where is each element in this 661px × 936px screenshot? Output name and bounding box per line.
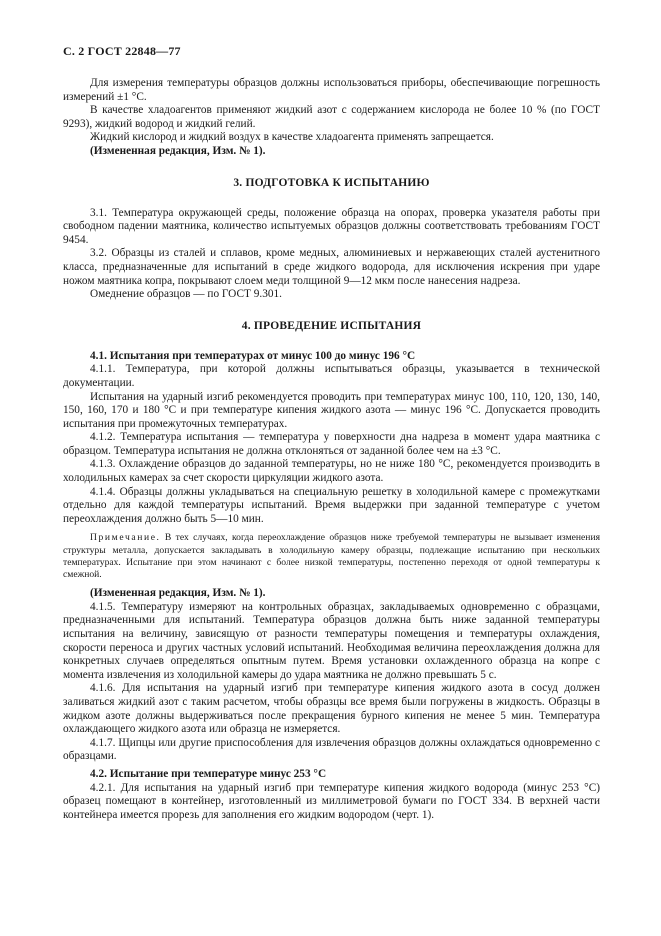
subsection-4-1-title: 4.1. Испытания при температурах от минус 100 до минус 196 °С (90, 349, 416, 362)
note-label: Примечание. (90, 532, 161, 544)
paragraph-instruments: Для измерения температуры образцов должны использоваться приборы, обеспечивающие погрешность измерений ±1 °С. (63, 77, 600, 103)
paragraph-4-1-5: 4.1.5. Температуру измеряют на контрольных образцах, закладываемых одновременно с образцами, предназначенными для испытаний. Температура образцов должна быть ниже заданной температуры испытания на величину, зависящую от разности температуры помещения и температуры охлаждения, скорости переноса и других частных условий испытаний. Необходимая величина переохлаждения должна для конкретных случаев определяться опытным путем. Время установки охлажденного образца на копре с момента извлечения из холодильной камеры до удара маятника не должно превышать 5 с. (63, 600, 600, 681)
paragraph-3-1: 3.1. Температура окружающей среды, положение образца на опорах, проверка указателя работы при свободном падении маятника, количество испытуемых образцов должны соответствовать требованиям ГОСТ 9454. (63, 206, 600, 246)
paragraph-prohibited: Жидкий кислород и жидкий воздух в качестве хладоагента применять запрещается. (90, 131, 494, 144)
note-text: В тех случаях, когда переохлаждение образцов ниже требуемой температуры не вызывает изменения структуры металла, допускается закладывать в холодильную камеру образцы, подлежащие испытанию при нескольких температурах. Испытание при этом начинают с более низкой температуры, постепенно переходя от одной температуры к смежной. (63, 532, 600, 581)
page-header: С. 2 ГОСТ 22848—77 (63, 44, 181, 58)
amendment-note-2: (Измененная редакция, Изм. № 1). (90, 587, 266, 600)
amendment-note: (Измененная редакция, Изм. № 1). (90, 144, 266, 157)
paragraph-coolants: В качестве хладоагентов применяют жидкий азот с содержанием кислорода не более 10 % (по ГОСТ 9293), жидкий водород и жидкий гелий. (63, 104, 600, 130)
paragraph-4-1-6: 4.1.6. Для испытания на ударный изгиб при температуре кипения жидкого азота в сосуд должен заливаться жидкий азот с таким расчетом, чтобы образцы все время были погружены в жидкость. Образцы в жидком азоте должны выдерживаться после прекращения бурного кипения не менее 5 мин. Температура охлаждающего жидкого азота или образца не измеряется. (63, 682, 600, 736)
paragraph-4-1-7: 4.1.7. Щипцы или другие приспособления для извлечения образцов должны охлаждаться одновременно с образцами. (63, 736, 600, 763)
paragraph-4-1-4: 4.1.4. Образцы должны укладываться на специальную решетку в холодильной камере с промежутками отдельно для каждой температуры испытаний. Время выдержки при заданной температуре с учетом переохлаждения должно быть 5—10 мин. (63, 485, 600, 525)
paragraph-4-1-2: 4.1.2. Температура испытания — температура у поверхности дна надреза в момент удара маятника с образцом. Температура испытания не должна отклоняться от заданной более чем на ±3 °С. (63, 431, 600, 457)
section-4-title: 4. ПРОВЕДЕНИЕ ИСПЫТАНИЯ (241, 319, 422, 332)
paragraph-4-1-1: 4.1.1. Температура, при которой должны испытываться образцы, указывается в технической документации. (63, 363, 600, 389)
paragraph-copper-plating: Омеднение образцов — по ГОСТ 9.301. (90, 288, 282, 301)
paragraph-4-1-3: 4.1.3. Охлаждение образцов до заданной температуры, но не ниже 180 °С, рекомендуется производить в холодильных камерах за счет скорости циркуляции жидкого азота. (63, 458, 600, 485)
section-3-title: 3. ПОДГОТОВКА К ИСПЫТАНИЮ (233, 176, 430, 189)
paragraph-3-2: 3.2. Образцы из сталей и сплавов, кроме медных, алюминиевых и нержавеющих сталей аустенитного класса, предназначенные для испытаний в среде жидкого водорода, для исключения искрения при ударе ножом маятника копра, покрывают слоем меди толщиной 9—12 мкм после нанесения надреза. (63, 247, 600, 287)
note (63, 532, 600, 581)
paragraph-4-2-1: 4.2.1. Для испытания на ударный изгиб при температуре кипения жидкого водорода (минус 253 °С) образец помещают в контейнер, изготовленный из миллиметровой бумаги по ГОСТ 334. В верхней части контейнера имеется прорезь для заполнения его жидким водородом (черт. 1). (63, 781, 600, 821)
paragraph-4-1-1-temperatures: Испытания на ударный изгиб рекомендуется проводить при температурах минус 100, 110, 120, 130, 140, 150, 160, 170 и 180 °С и при температуре кипения жидкого азота — минус 196 °С. Допускается проводить испытания при промежуточных температурах. (63, 390, 600, 430)
subsection-4-2-title: 4.2. Испытание при температуре минус 253 °С (90, 767, 327, 780)
